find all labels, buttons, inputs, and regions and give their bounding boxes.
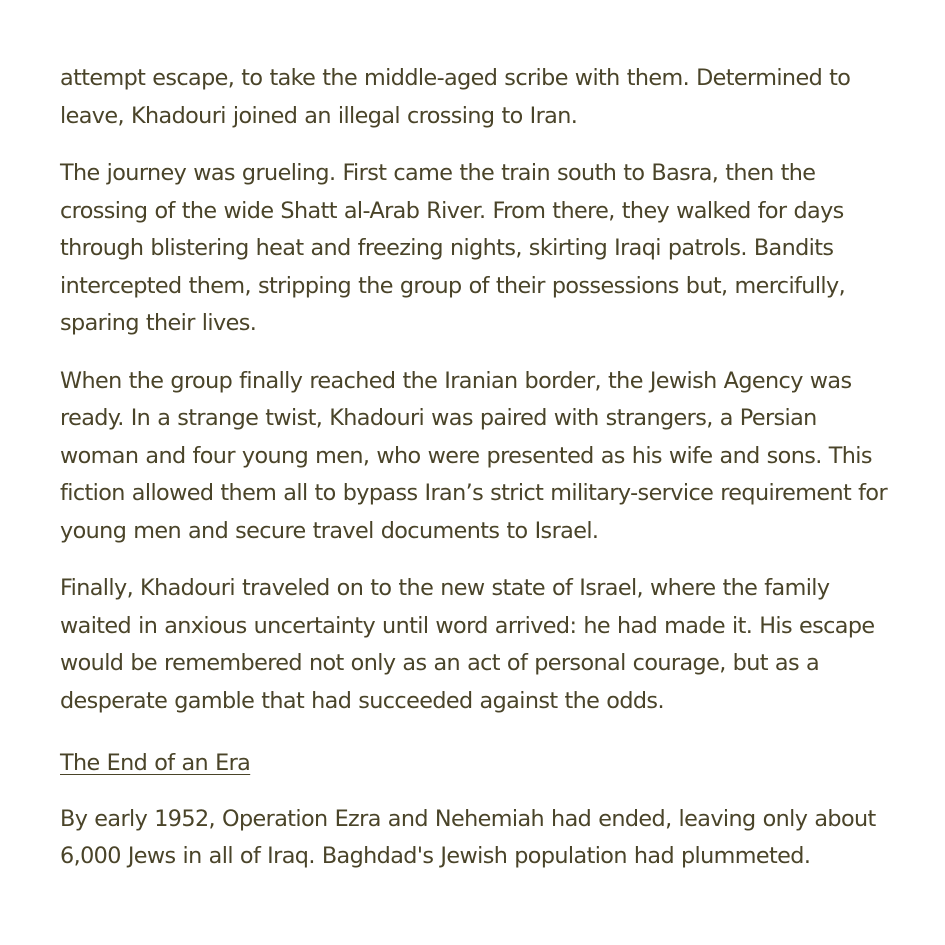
paragraph-iranian-border: When the group finally reached the Iranian border, the Jewish Agency was ready. In a strange twist, Khadouri was paired with strangers, a Persian woman and four young men, who were presented as his wife and sons. This fiction allowed them all to bypass Iran’s strict military-service requirement for young men and secure travel documents to Israel. [60, 367, 888, 544]
paragraph-escape-decision: attempt escape, to take the middle-aged scribe with them. Determined to leave, Khadouri joined an illegal crossing to Iran. [60, 65, 851, 129]
paragraph-journey: The journey was grueling. First came the train south to Basra, then the crossing of the wide Shatt al-Arab River. From there, they walked for days through blistering heat and freezing nights, skirting Iraqi patrols. Bandits intercepted them, stripping the group of their possessions but, mercifully, sparing their lives. [60, 160, 846, 336]
section-heading: The End of an Era [60, 750, 251, 776]
paragraph-end-of-era: By early 1952, Operation Ezra and Nehemiah had ended, leaving only about 6,000 Jews in all of Iraq. Baghdad's Jewish population had plummeted. [60, 805, 876, 869]
document-page [60, 60, 900, 896]
paragraph-arrival-israel: Finally, Khadouri traveled on to the new state of Israel, where the family waited in anxious uncertainty until word arrived: he had made it. His escape would be remembered not only as an act of personal courage, but as a desperate gamble that had succeeded against the odds. [60, 575, 875, 714]
